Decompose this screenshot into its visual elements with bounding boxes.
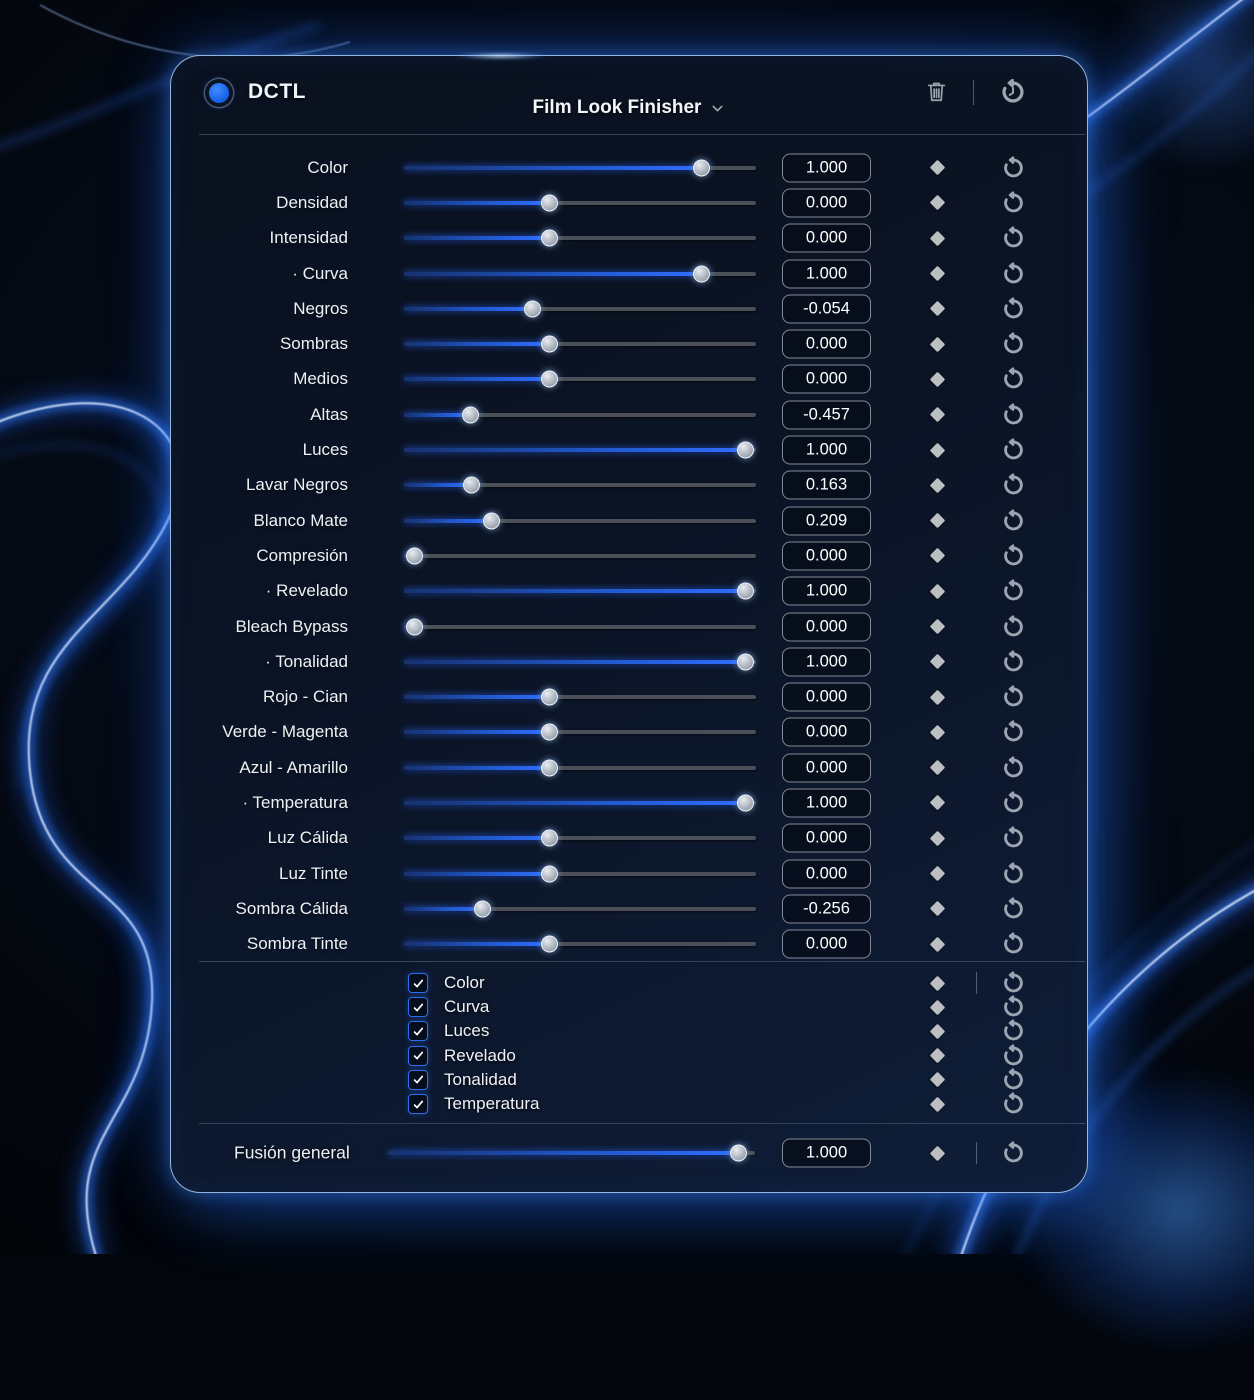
slider-handle[interactable] <box>693 265 710 282</box>
reset-icon[interactable] <box>1002 827 1025 850</box>
reset-icon[interactable] <box>1002 439 1025 462</box>
slider-row <box>171 927 1087 962</box>
slider-label: Altas <box>310 404 348 424</box>
slider-track[interactable] <box>404 695 756 699</box>
value-field[interactable]: 0.000 <box>782 330 871 359</box>
checkbox-row <box>171 1019 1087 1043</box>
reset-icon[interactable] <box>1002 297 1025 320</box>
keyframe-diamond-icon[interactable] <box>930 230 946 246</box>
header-divider-vertical <box>973 80 974 105</box>
slider-fill <box>404 377 549 381</box>
keyframe-diamond-icon[interactable] <box>930 1072 946 1088</box>
slider-fill <box>404 201 549 205</box>
keyframe-diamond-icon[interactable] <box>930 619 946 635</box>
slider-label: Medios <box>293 369 348 389</box>
keyframe-diamond-icon[interactable] <box>930 831 946 847</box>
reset-icon[interactable] <box>1002 1068 1025 1091</box>
reset-icon[interactable] <box>1002 474 1025 497</box>
value-field[interactable]: -0.054 <box>782 294 871 323</box>
keyframe-diamond-icon[interactable] <box>930 513 946 529</box>
reset-icon[interactable] <box>1002 1093 1025 1116</box>
global-blend-row <box>171 1138 1087 1168</box>
slider-track[interactable] <box>404 377 756 381</box>
checkbox[interactable] <box>408 1021 428 1041</box>
slider-fill <box>404 589 745 593</box>
slider-track[interactable] <box>404 519 756 523</box>
slider-track[interactable] <box>404 872 756 876</box>
slider-fill <box>404 236 549 240</box>
reset-icon[interactable] <box>1002 933 1025 956</box>
slider-fill <box>404 660 745 664</box>
reset-icon[interactable] <box>1002 686 1025 709</box>
value-field[interactable]: 0.000 <box>782 224 871 253</box>
reset-icon[interactable] <box>1002 615 1025 638</box>
keyframe-diamond-icon[interactable] <box>930 975 946 991</box>
slider-row <box>171 150 1087 185</box>
keyframe-diamond-icon[interactable] <box>930 160 946 176</box>
check-icon <box>412 1001 425 1014</box>
slider-label: · Revelado <box>265 581 348 601</box>
check-icon <box>412 977 425 990</box>
value-field[interactable]: 0.000 <box>782 541 871 570</box>
reset-icon[interactable] <box>1002 897 1025 920</box>
slider-track[interactable] <box>404 201 756 205</box>
slider-label: Color <box>307 157 348 177</box>
slider-row <box>171 432 1087 467</box>
slider-row <box>171 291 1087 326</box>
checkbox[interactable] <box>408 1046 428 1066</box>
global-blend-label: Fusión general <box>234 1142 350 1163</box>
slider-label: Intensidad <box>269 228 348 248</box>
slider-fill <box>404 448 745 452</box>
footer-divider <box>199 1123 1085 1124</box>
dctl-plugin-panel <box>170 55 1088 1193</box>
slider-label: Azul - Amarillo <box>239 757 348 777</box>
checkbox-label: Revelado <box>444 1045 516 1065</box>
slider-track[interactable] <box>404 307 756 311</box>
global-blend-value[interactable]: 1.000 <box>782 1139 871 1168</box>
keyframe-diamond-icon[interactable] <box>930 1096 946 1112</box>
value-field[interactable]: 0.000 <box>782 683 871 712</box>
reset-icon[interactable] <box>1002 509 1025 532</box>
trash-icon[interactable] <box>923 78 950 105</box>
slider-track[interactable] <box>404 766 756 770</box>
slider-row <box>171 468 1087 503</box>
slider-fill <box>404 483 471 487</box>
slider-handle[interactable] <box>463 477 480 494</box>
keyframe-diamond-icon[interactable] <box>930 760 946 776</box>
slider-handle[interactable] <box>541 759 558 776</box>
reset-icon[interactable] <box>1002 996 1025 1019</box>
value-field[interactable]: 1.000 <box>782 788 871 817</box>
value-field[interactable]: -0.457 <box>782 400 871 429</box>
keyframe-diamond-icon[interactable] <box>930 548 946 564</box>
slider-track[interactable] <box>404 483 756 487</box>
value-field[interactable]: 1.000 <box>782 577 871 606</box>
reset-icon[interactable] <box>1002 156 1025 179</box>
slider-row <box>171 609 1087 644</box>
slider-label: Negros <box>293 298 348 318</box>
slider-track[interactable] <box>404 236 756 240</box>
keyframe-diamond-icon[interactable] <box>930 478 946 494</box>
value-field[interactable]: 0.000 <box>782 365 871 394</box>
slider-track[interactable] <box>404 907 756 911</box>
slider-row <box>171 644 1087 679</box>
reset-icon[interactable] <box>1002 262 1025 285</box>
check-icon <box>412 1025 425 1038</box>
value-field[interactable]: 0.163 <box>782 471 871 500</box>
checkbox-row <box>171 1044 1087 1068</box>
slider-track[interactable] <box>404 942 756 946</box>
keyframe-diamond-icon[interactable] <box>930 1000 946 1016</box>
reset-icon[interactable] <box>1002 756 1025 779</box>
value-field[interactable]: 0.000 <box>782 859 871 888</box>
reset-icon[interactable] <box>1002 1044 1025 1067</box>
slider-row <box>171 750 1087 785</box>
slider-label: Luz Cálida <box>267 828 348 848</box>
slider-handle[interactable] <box>693 159 710 176</box>
checkbox-label: Tonalidad <box>444 1069 517 1089</box>
keyframe-diamond-icon[interactable] <box>930 866 946 882</box>
slider-fill <box>404 907 482 911</box>
slider-fill <box>404 342 549 346</box>
value-field[interactable]: 0.000 <box>782 753 871 782</box>
section-divider <box>199 961 1085 962</box>
reset-icon[interactable] <box>1002 650 1025 673</box>
slider-fill <box>388 1151 738 1155</box>
top-edge-glint <box>456 53 546 59</box>
slider-row <box>171 715 1087 750</box>
reset-icon[interactable] <box>1002 1020 1025 1043</box>
keyframe-diamond-icon[interactable] <box>930 725 946 741</box>
slider-handle[interactable] <box>737 442 754 459</box>
slider-handle[interactable] <box>541 230 558 247</box>
slider-row <box>171 185 1087 220</box>
slider-handle[interactable] <box>406 547 423 564</box>
slider-track[interactable] <box>404 448 756 452</box>
reset-icon[interactable] <box>1002 191 1025 214</box>
slider-row <box>171 503 1087 538</box>
slider-track[interactable] <box>404 730 756 734</box>
slider-handle[interactable] <box>541 336 558 353</box>
checkbox[interactable] <box>408 997 428 1017</box>
keyframe-diamond-icon[interactable] <box>930 689 946 705</box>
slider-track[interactable] <box>404 660 756 664</box>
slider-fill <box>404 942 549 946</box>
slider-row <box>171 221 1087 256</box>
checkbox-label: Curva <box>444 997 490 1017</box>
slider-handle[interactable] <box>737 794 754 811</box>
slider-handle[interactable] <box>462 406 479 423</box>
keyframe-diamond-icon[interactable] <box>930 1145 946 1161</box>
keyframe-diamond-icon[interactable] <box>930 301 946 317</box>
reset-icon[interactable] <box>1002 791 1025 814</box>
value-field[interactable]: 0.000 <box>782 612 871 641</box>
footer-divider-vertical <box>976 1142 977 1164</box>
keyframe-diamond-icon[interactable] <box>930 1048 946 1064</box>
slider-fill <box>404 272 701 276</box>
slider-label: Sombra Cálida <box>235 898 348 918</box>
slider-fill <box>404 766 549 770</box>
slider-handle[interactable] <box>737 653 754 670</box>
reset-icon[interactable] <box>1002 544 1025 567</box>
slider-fill <box>404 307 532 311</box>
value-field[interactable]: 0.000 <box>782 718 871 747</box>
slider-handle[interactable] <box>541 936 558 953</box>
value-field[interactable]: -0.256 <box>782 894 871 923</box>
slider-fill <box>404 519 491 523</box>
dctl-label: DCTL <box>248 80 306 103</box>
slider-rows <box>171 150 1087 962</box>
slider-track[interactable] <box>404 625 756 629</box>
slider-row <box>171 821 1087 856</box>
header-divider <box>199 134 1085 135</box>
slider-fill <box>404 413 470 417</box>
value-field[interactable]: 1.000 <box>782 436 871 465</box>
slider-fill <box>404 872 549 876</box>
slider-handle[interactable] <box>406 618 423 635</box>
keyframe-diamond-icon[interactable] <box>930 407 946 423</box>
keyframe-diamond-icon[interactable] <box>930 936 946 952</box>
value-field[interactable]: 1.000 <box>782 259 871 288</box>
checkbox-divider-vertical <box>976 972 977 994</box>
value-field[interactable]: 1.000 <box>782 153 871 182</box>
slider-track[interactable] <box>404 413 756 417</box>
checkbox-label: Color <box>444 973 485 993</box>
checkbox-rows <box>171 971 1087 1116</box>
slider-label: Sombras <box>279 334 348 354</box>
keyframe-diamond-icon[interactable] <box>930 1024 946 1040</box>
slider-handle[interactable] <box>541 194 558 211</box>
slider-handle[interactable] <box>730 1145 747 1162</box>
slider-row <box>171 256 1087 291</box>
reset-icon[interactable] <box>1002 227 1025 250</box>
slider-label: Luz Tinte <box>279 863 348 883</box>
reset-icon[interactable] <box>1002 333 1025 356</box>
slider-fill <box>404 836 549 840</box>
keyframe-diamond-icon[interactable] <box>930 901 946 917</box>
slider-track[interactable] <box>404 801 756 805</box>
slider-row <box>171 326 1087 361</box>
keyframe-diamond-icon[interactable] <box>930 336 946 352</box>
reset-icon[interactable] <box>1002 721 1025 744</box>
slider-track[interactable] <box>404 272 756 276</box>
slider-row <box>171 362 1087 397</box>
slider-handle[interactable] <box>541 865 558 882</box>
page-title: Film Look Finisher <box>532 97 702 118</box>
slider-label: · Temperatura <box>242 792 348 812</box>
check-icon <box>412 1049 425 1062</box>
reset-icon[interactable] <box>1002 972 1025 995</box>
slider-row <box>171 891 1087 926</box>
checkbox-label: Temperatura <box>444 1094 540 1114</box>
slider-handle[interactable] <box>541 724 558 741</box>
checkbox-label: Luces <box>444 1021 490 1041</box>
reset-icon[interactable] <box>1002 368 1025 391</box>
checkbox-row <box>171 995 1087 1019</box>
slider-label: Verde - Magenta <box>222 722 348 742</box>
slider-row <box>171 679 1087 714</box>
slider-label: Compresión <box>256 545 348 565</box>
value-field[interactable]: 0.000 <box>782 930 871 959</box>
checkbox-row <box>171 1068 1087 1092</box>
slider-label: Luces <box>302 440 348 460</box>
slider-track[interactable] <box>404 836 756 840</box>
checkbox[interactable] <box>408 1070 428 1090</box>
slider-label: Lavar Negros <box>245 475 348 495</box>
slider-row <box>171 538 1087 573</box>
value-field[interactable]: 0.000 <box>782 188 871 217</box>
checkbox-row <box>171 1092 1087 1116</box>
value-field[interactable]: 0.209 <box>782 506 871 535</box>
slider-fill <box>404 801 745 805</box>
check-icon <box>412 1073 425 1086</box>
keyframe-diamond-icon[interactable] <box>930 266 946 282</box>
slider-handle[interactable] <box>524 300 541 317</box>
slider-fill <box>404 695 549 699</box>
slider-label: · Curva <box>292 263 348 283</box>
slider-track[interactable] <box>404 342 756 346</box>
slider-row <box>171 856 1087 891</box>
keyframe-diamond-icon[interactable] <box>930 372 946 388</box>
slider-handle[interactable] <box>483 512 500 529</box>
slider-track[interactable] <box>404 166 756 170</box>
checkbox-row <box>171 971 1087 995</box>
slider-track[interactable] <box>404 589 756 593</box>
value-field[interactable]: 0.000 <box>782 824 871 853</box>
checkbox[interactable] <box>408 1094 428 1114</box>
value-field[interactable]: 1.000 <box>782 647 871 676</box>
slider-handle[interactable] <box>541 830 558 847</box>
check-icon <box>412 1098 425 1111</box>
slider-handle[interactable] <box>541 689 558 706</box>
slider-handle[interactable] <box>737 583 754 600</box>
global-blend-slider[interactable] <box>388 1151 755 1155</box>
reset-icon[interactable] <box>1002 580 1025 603</box>
keyframe-diamond-icon[interactable] <box>930 795 946 811</box>
slider-row <box>171 785 1087 820</box>
keyframe-diamond-icon[interactable] <box>930 583 946 599</box>
slider-label: Blanco Mate <box>253 510 348 530</box>
reset-icon[interactable] <box>1002 862 1025 885</box>
slider-label: Sombra Tinte <box>246 934 348 954</box>
slider-handle[interactable] <box>474 900 491 917</box>
slider-label: Bleach Bypass <box>235 616 348 636</box>
slider-label: Rojo - Cian <box>262 687 348 707</box>
preset-dropdown[interactable] <box>533 97 726 119</box>
slider-label: Densidad <box>276 192 348 212</box>
slider-fill <box>404 730 549 734</box>
reset-all-icon[interactable] <box>1000 79 1026 105</box>
slider-label: · Tonalidad <box>265 651 348 671</box>
slider-row <box>171 397 1087 432</box>
slider-handle[interactable] <box>541 371 558 388</box>
reset-icon[interactable] <box>1002 403 1025 426</box>
keyframe-diamond-icon[interactable] <box>930 442 946 458</box>
slider-track[interactable] <box>404 554 756 558</box>
reset-icon[interactable] <box>1002 1142 1025 1165</box>
keyframe-diamond-icon[interactable] <box>930 195 946 211</box>
checkbox[interactable] <box>408 973 428 993</box>
slider-row <box>171 574 1087 609</box>
keyframe-diamond-icon[interactable] <box>930 654 946 670</box>
chevron-down-icon <box>710 101 725 116</box>
slider-fill <box>404 166 701 170</box>
